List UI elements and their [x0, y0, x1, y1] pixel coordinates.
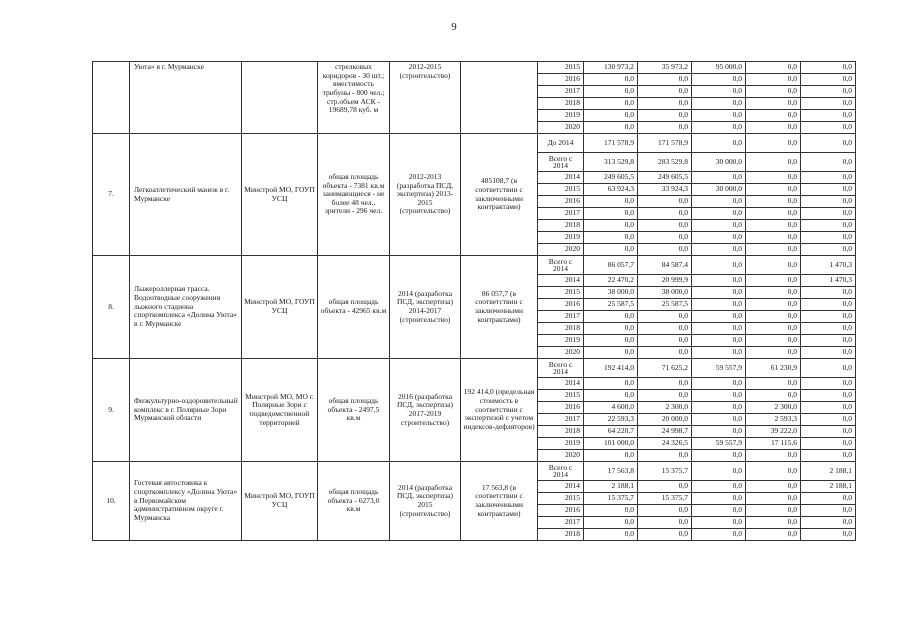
other-sources-value: 0,0 [801, 347, 856, 359]
total-value: 0,0 [584, 347, 638, 359]
local-budget-value: 17 115,6 [746, 438, 801, 450]
total-value: 0,0 [584, 196, 638, 208]
local-budget-value: 0,0 [746, 74, 801, 86]
total-value: 0,0 [584, 232, 638, 244]
local-budget-value: 0,0 [746, 122, 801, 134]
federal-budget-value: 0,0 [692, 244, 746, 256]
local-budget-value: 0,0 [746, 110, 801, 122]
regional-budget-value: 25 587,5 [638, 299, 692, 311]
local-budget-value: 0,0 [746, 232, 801, 244]
page-number: 9 [451, 21, 457, 33]
year-cell: 2014 [538, 481, 584, 493]
total-value: 192 414,0 [584, 359, 638, 378]
other-sources-value: 0,0 [801, 505, 856, 517]
year-cell: 2014 [538, 275, 584, 287]
federal-budget-value: 59 557,9 [692, 359, 746, 378]
federal-budget-value: 0,0 [692, 529, 746, 541]
capacity-cell: общая площадь объекта - 2497,5 кв.м [318, 359, 390, 462]
local-budget-value: 0,0 [746, 323, 801, 335]
total-value: 0,0 [584, 335, 638, 347]
year-cell: 2020 [538, 122, 584, 134]
local-budget-value: 2 300,0 [746, 402, 801, 414]
cost-cell: 485108,7 (в соответствии с заключенными контрактами) [461, 134, 538, 256]
year-cell: 2015 [538, 390, 584, 402]
local-budget-value: 0,0 [746, 98, 801, 110]
other-sources-value: 0,0 [801, 86, 856, 98]
total-value: 313 529,8 [584, 153, 638, 172]
local-budget-value: 0,0 [746, 208, 801, 220]
federal-budget-value: 0,0 [692, 462, 746, 481]
regional-budget-value: 33 924,3 [638, 184, 692, 196]
other-sources-value: 0,0 [801, 414, 856, 426]
year-cell: 2017 [538, 86, 584, 98]
regional-budget-value: 24 326,5 [638, 438, 692, 450]
year-cell: До 2014 [538, 134, 584, 153]
object-name-cell: Гостевая автостоянка к спорткомплексу «Долина Уюта» в Первомайском административном округе г. Мурманска [130, 462, 242, 541]
total-value: 0,0 [584, 450, 638, 462]
year-cell: 2014 [538, 378, 584, 390]
local-budget-value: 0,0 [746, 134, 801, 153]
total-value: 86 057,7 [584, 256, 638, 275]
year-cell: 2018 [538, 98, 584, 110]
other-sources-value: 2 188,1 [801, 462, 856, 481]
other-sources-value: 0,0 [801, 208, 856, 220]
object-name-cell: Легкоатлетический манеж в г. Мурманске [130, 134, 242, 256]
year-cell: 2015 [538, 493, 584, 505]
regional-budget-value: 0,0 [638, 122, 692, 134]
other-sources-value: 0,0 [801, 359, 856, 378]
regional-budget-value: 0,0 [638, 481, 692, 493]
row-number-cell [93, 62, 130, 134]
federal-budget-value: 0,0 [692, 86, 746, 98]
regional-budget-value: 0,0 [638, 529, 692, 541]
local-budget-value: 0,0 [746, 493, 801, 505]
regional-budget-value: 15 375,7 [638, 462, 692, 481]
regional-budget-value: 2 300,0 [638, 402, 692, 414]
other-sources-value: 2 188,1 [801, 481, 856, 493]
federal-budget-value: 0,0 [692, 74, 746, 86]
regional-budget-value: 0,0 [638, 517, 692, 529]
local-budget-value: 0,0 [746, 529, 801, 541]
total-value: 0,0 [584, 208, 638, 220]
other-sources-value: 0,0 [801, 134, 856, 153]
table-row [93, 62, 856, 74]
federal-budget-value: 59 557,9 [692, 438, 746, 450]
local-budget-value: 0,0 [746, 299, 801, 311]
local-budget-value: 61 230,9 [746, 359, 801, 378]
regional-budget-value: 0,0 [638, 110, 692, 122]
other-sources-value: 0,0 [801, 438, 856, 450]
local-budget-value: 0,0 [746, 462, 801, 481]
local-budget-value: 0,0 [746, 311, 801, 323]
other-sources-value: 0,0 [801, 311, 856, 323]
local-budget-value: 39 222,0 [746, 426, 801, 438]
federal-budget-value: 30 000,0 [692, 153, 746, 172]
total-value: 0,0 [584, 220, 638, 232]
total-value: 101 000,0 [584, 438, 638, 450]
federal-budget-value: 0,0 [692, 287, 746, 299]
total-value: 4 600,0 [584, 402, 638, 414]
other-sources-value: 0,0 [801, 232, 856, 244]
local-budget-value: 0,0 [746, 287, 801, 299]
federal-budget-value: 0,0 [692, 517, 746, 529]
federal-budget-value: 0,0 [692, 493, 746, 505]
program-table [92, 61, 856, 541]
row-number-cell: 10. [93, 462, 130, 541]
other-sources-value: 0,0 [801, 390, 856, 402]
total-value: 0,0 [584, 98, 638, 110]
regional-budget-value: 38 000,0 [638, 287, 692, 299]
table-row [93, 359, 856, 378]
federal-budget-value: 95 000,0 [692, 62, 746, 74]
regional-budget-value: 283 529,8 [638, 153, 692, 172]
period-cell: 2016 (разработка ПСД, экспертиза) 2017-2019 строительство) [390, 359, 461, 462]
other-sources-value: 0,0 [801, 220, 856, 232]
year-cell: 2017 [538, 311, 584, 323]
federal-budget-value: 0,0 [692, 311, 746, 323]
year-cell: 2018 [538, 426, 584, 438]
total-value: 0,0 [584, 74, 638, 86]
regional-budget-value: 0,0 [638, 335, 692, 347]
cost-cell: 192 414,0 (предельная стоимость в соответствии с экспертизой с учетом индексов-дефляторов) [461, 359, 538, 462]
cost-cell [461, 62, 538, 134]
federal-budget-value: 0,0 [692, 299, 746, 311]
local-budget-value: 0,0 [746, 517, 801, 529]
regional-budget-value: 35 973,2 [638, 62, 692, 74]
local-budget-value: 0,0 [746, 335, 801, 347]
year-cell: 2019 [538, 335, 584, 347]
federal-budget-value: 0,0 [692, 256, 746, 275]
other-sources-value: 0,0 [801, 287, 856, 299]
federal-budget-value: 30 000,0 [692, 184, 746, 196]
cost-cell: 17 563,8 (в соответствии с заключенными контрактами) [461, 462, 538, 541]
total-value: 64 220,7 [584, 426, 638, 438]
total-value: 0,0 [584, 122, 638, 134]
regional-budget-value: 84 587,4 [638, 256, 692, 275]
object-name-cell: Физкультурно-оздоровительный комплекс в г. Полярные Зори Мурманской области [130, 359, 242, 462]
executor-cell: Минстрой МО, ГОУП УСЦ [242, 256, 318, 359]
year-cell: 2018 [538, 220, 584, 232]
row-number-cell: 9. [93, 359, 130, 462]
federal-budget-value: 0,0 [692, 232, 746, 244]
total-value: 171 578,9 [584, 134, 638, 153]
regional-budget-value: 249 605,5 [638, 172, 692, 184]
other-sources-value: 0,0 [801, 323, 856, 335]
regional-budget-value: 0,0 [638, 98, 692, 110]
local-budget-value: 0,0 [746, 256, 801, 275]
year-cell: 2017 [538, 414, 584, 426]
total-value: 15 375,7 [584, 493, 638, 505]
total-value: 0,0 [584, 311, 638, 323]
year-cell: Всего с 2014 [538, 256, 584, 275]
regional-budget-value: 0,0 [638, 450, 692, 462]
local-budget-value: 0,0 [746, 244, 801, 256]
executor-cell: Минстрой МО, ГОУП УСЦ [242, 462, 318, 541]
other-sources-value: 0,0 [801, 122, 856, 134]
regional-budget-value: 0,0 [638, 378, 692, 390]
other-sources-value: 1 470,3 [801, 256, 856, 275]
capacity-cell: стрелковых коридоров - 30 шт.; вместимость трибуны - 800 чел.; стр.объем АСК - 19689,78 куб. м [318, 62, 390, 134]
object-name-cell: Лыжероллерная трасса. Водоотводные сооружения лыжного стадиона спорткомплекса «Долина Уюта» в г. Мурманске [130, 256, 242, 359]
other-sources-value: 1 470,3 [801, 275, 856, 287]
executor-cell [242, 62, 318, 134]
regional-budget-value: 0,0 [638, 232, 692, 244]
regional-budget-value: 0,0 [638, 347, 692, 359]
other-sources-value: 0,0 [801, 378, 856, 390]
total-value: 25 587,5 [584, 299, 638, 311]
row-number-cell: 7. [93, 134, 130, 256]
federal-budget-value: 0,0 [692, 220, 746, 232]
year-cell: 2015 [538, 62, 584, 74]
local-budget-value: 0,0 [746, 86, 801, 98]
table-row [93, 256, 856, 275]
other-sources-value: 0,0 [801, 196, 856, 208]
federal-budget-value: 0,0 [692, 98, 746, 110]
other-sources-value: 0,0 [801, 517, 856, 529]
regional-budget-value: 0,0 [638, 208, 692, 220]
executor-cell: Минстрой МО, МО г. Полярные Зори с подведомственной территорией [242, 359, 318, 462]
local-budget-value: 0,0 [746, 153, 801, 172]
other-sources-value: 0,0 [801, 110, 856, 122]
federal-budget-value: 0,0 [692, 172, 746, 184]
local-budget-value: 0,0 [746, 172, 801, 184]
local-budget-value: 0,0 [746, 275, 801, 287]
local-budget-value: 0,0 [746, 196, 801, 208]
federal-budget-value: 0,0 [692, 335, 746, 347]
year-cell: Всего с 2014 [538, 359, 584, 378]
regional-budget-value: 15 375,7 [638, 493, 692, 505]
federal-budget-value: 0,0 [692, 505, 746, 517]
year-cell: 2016 [538, 196, 584, 208]
local-budget-value: 0,0 [746, 184, 801, 196]
year-cell: 2014 [538, 172, 584, 184]
federal-budget-value: 0,0 [692, 450, 746, 462]
total-value: 0,0 [584, 529, 638, 541]
table-row [93, 462, 856, 481]
federal-budget-value: 0,0 [692, 347, 746, 359]
federal-budget-value: 0,0 [692, 426, 746, 438]
regional-budget-value: 0,0 [638, 323, 692, 335]
row-number-cell: 8. [93, 256, 130, 359]
federal-budget-value: 0,0 [692, 323, 746, 335]
local-budget-value: 0,0 [746, 481, 801, 493]
local-budget-value: 0,0 [746, 347, 801, 359]
local-budget-value: 0,0 [746, 378, 801, 390]
regional-budget-value: 0,0 [638, 311, 692, 323]
other-sources-value: 0,0 [801, 62, 856, 74]
year-cell: 2020 [538, 450, 584, 462]
total-value: 0,0 [584, 244, 638, 256]
year-cell: 2018 [538, 529, 584, 541]
year-cell: 2016 [538, 505, 584, 517]
year-cell: 2019 [538, 232, 584, 244]
other-sources-value: 0,0 [801, 153, 856, 172]
year-cell: 2020 [538, 244, 584, 256]
other-sources-value: 0,0 [801, 74, 856, 86]
total-value: 249 605,5 [584, 172, 638, 184]
year-cell: Всего с 2014 [538, 462, 584, 481]
year-cell: 2018 [538, 323, 584, 335]
other-sources-value: 0,0 [801, 184, 856, 196]
program-table-container [92, 61, 855, 541]
federal-budget-value: 0,0 [692, 122, 746, 134]
regional-budget-value: 171 578,9 [638, 134, 692, 153]
local-budget-value: 0,0 [746, 220, 801, 232]
federal-budget-value: 0,0 [692, 414, 746, 426]
total-value: 38 000,0 [584, 287, 638, 299]
year-cell: 2017 [538, 517, 584, 529]
year-cell: 2020 [538, 347, 584, 359]
total-value: 0,0 [584, 378, 638, 390]
regional-budget-value: 0,0 [638, 74, 692, 86]
year-cell: 2015 [538, 287, 584, 299]
total-value: 17 563,8 [584, 462, 638, 481]
year-cell: 2015 [538, 184, 584, 196]
regional-budget-value: 0,0 [638, 244, 692, 256]
federal-budget-value: 0,0 [692, 134, 746, 153]
year-cell: 2016 [538, 74, 584, 86]
period-cell: 2014 (разработка ПСД, экспертиза) 2014-2017 (строительство) [390, 256, 461, 359]
regional-budget-value: 0,0 [638, 86, 692, 98]
regional-budget-value: 0,0 [638, 196, 692, 208]
regional-budget-value: 20 999,9 [638, 275, 692, 287]
total-value: 130 973,2 [584, 62, 638, 74]
total-value: 22 470,2 [584, 275, 638, 287]
other-sources-value: 0,0 [801, 172, 856, 184]
other-sources-value: 0,0 [801, 299, 856, 311]
local-budget-value: 2 593,3 [746, 414, 801, 426]
total-value: 0,0 [584, 323, 638, 335]
year-cell: 2016 [538, 299, 584, 311]
other-sources-value: 0,0 [801, 402, 856, 414]
federal-budget-value: 0,0 [692, 390, 746, 402]
year-cell: 2017 [538, 208, 584, 220]
cost-cell: 86 057,7 (в соответствии с заключенными контрактами) [461, 256, 538, 359]
total-value: 0,0 [584, 86, 638, 98]
year-cell: 2016 [538, 402, 584, 414]
period-cell: 2012-2015 (строительство) [390, 62, 461, 134]
object-name-cell: Уюта» в г. Мурманске [130, 62, 242, 134]
federal-budget-value: 0,0 [692, 378, 746, 390]
local-budget-value: 0,0 [746, 390, 801, 402]
capacity-cell: общая площадь объекта - 6273,0 кв.м [318, 462, 390, 541]
total-value: 0,0 [584, 505, 638, 517]
capacity-cell: общая площадь объекта - 7381 кв.м занимающиеся - не более 48 чел., зрители - 296 чел. [318, 134, 390, 256]
other-sources-value: 0,0 [801, 98, 856, 110]
period-cell: 2012-2013 (разработка ПСД, экспертиза) 2013-2015 (строительство) [390, 134, 461, 256]
other-sources-value: 0,0 [801, 244, 856, 256]
federal-budget-value: 0,0 [692, 196, 746, 208]
year-cell: Всего с 2014 [538, 153, 584, 172]
federal-budget-value: 0,0 [692, 481, 746, 493]
local-budget-value: 0,0 [746, 62, 801, 74]
regional-budget-value: 0,0 [638, 390, 692, 402]
period-cell: 2014 (разработка ПСД, экспертиза) 2015 (строительство) [390, 462, 461, 541]
executor-cell: Минстрой МО, ГОУП УСЦ [242, 134, 318, 256]
other-sources-value: 0,0 [801, 529, 856, 541]
total-value: 22 593,3 [584, 414, 638, 426]
regional-budget-value: 0,0 [638, 505, 692, 517]
total-value: 0,0 [584, 110, 638, 122]
local-budget-value: 0,0 [746, 450, 801, 462]
regional-budget-value: 20 000,0 [638, 414, 692, 426]
local-budget-value: 0,0 [746, 505, 801, 517]
year-cell: 2019 [538, 438, 584, 450]
total-value: 2 188,1 [584, 481, 638, 493]
regional-budget-value: 24 998,7 [638, 426, 692, 438]
federal-budget-value: 0,0 [692, 402, 746, 414]
capacity-cell: общая площадь объекта - 42965 кв.м [318, 256, 390, 359]
federal-budget-value: 0,0 [692, 110, 746, 122]
total-value: 63 924,3 [584, 184, 638, 196]
table-row [93, 134, 856, 153]
year-cell: 2019 [538, 110, 584, 122]
federal-budget-value: 0,0 [692, 208, 746, 220]
other-sources-value: 0,0 [801, 426, 856, 438]
federal-budget-value: 0,0 [692, 275, 746, 287]
other-sources-value: 0,0 [801, 335, 856, 347]
total-value: 0,0 [584, 517, 638, 529]
regional-budget-value: 71 625,2 [638, 359, 692, 378]
other-sources-value: 0,0 [801, 450, 856, 462]
regional-budget-value: 0,0 [638, 220, 692, 232]
other-sources-value: 0,0 [801, 493, 856, 505]
total-value: 0,0 [584, 390, 638, 402]
